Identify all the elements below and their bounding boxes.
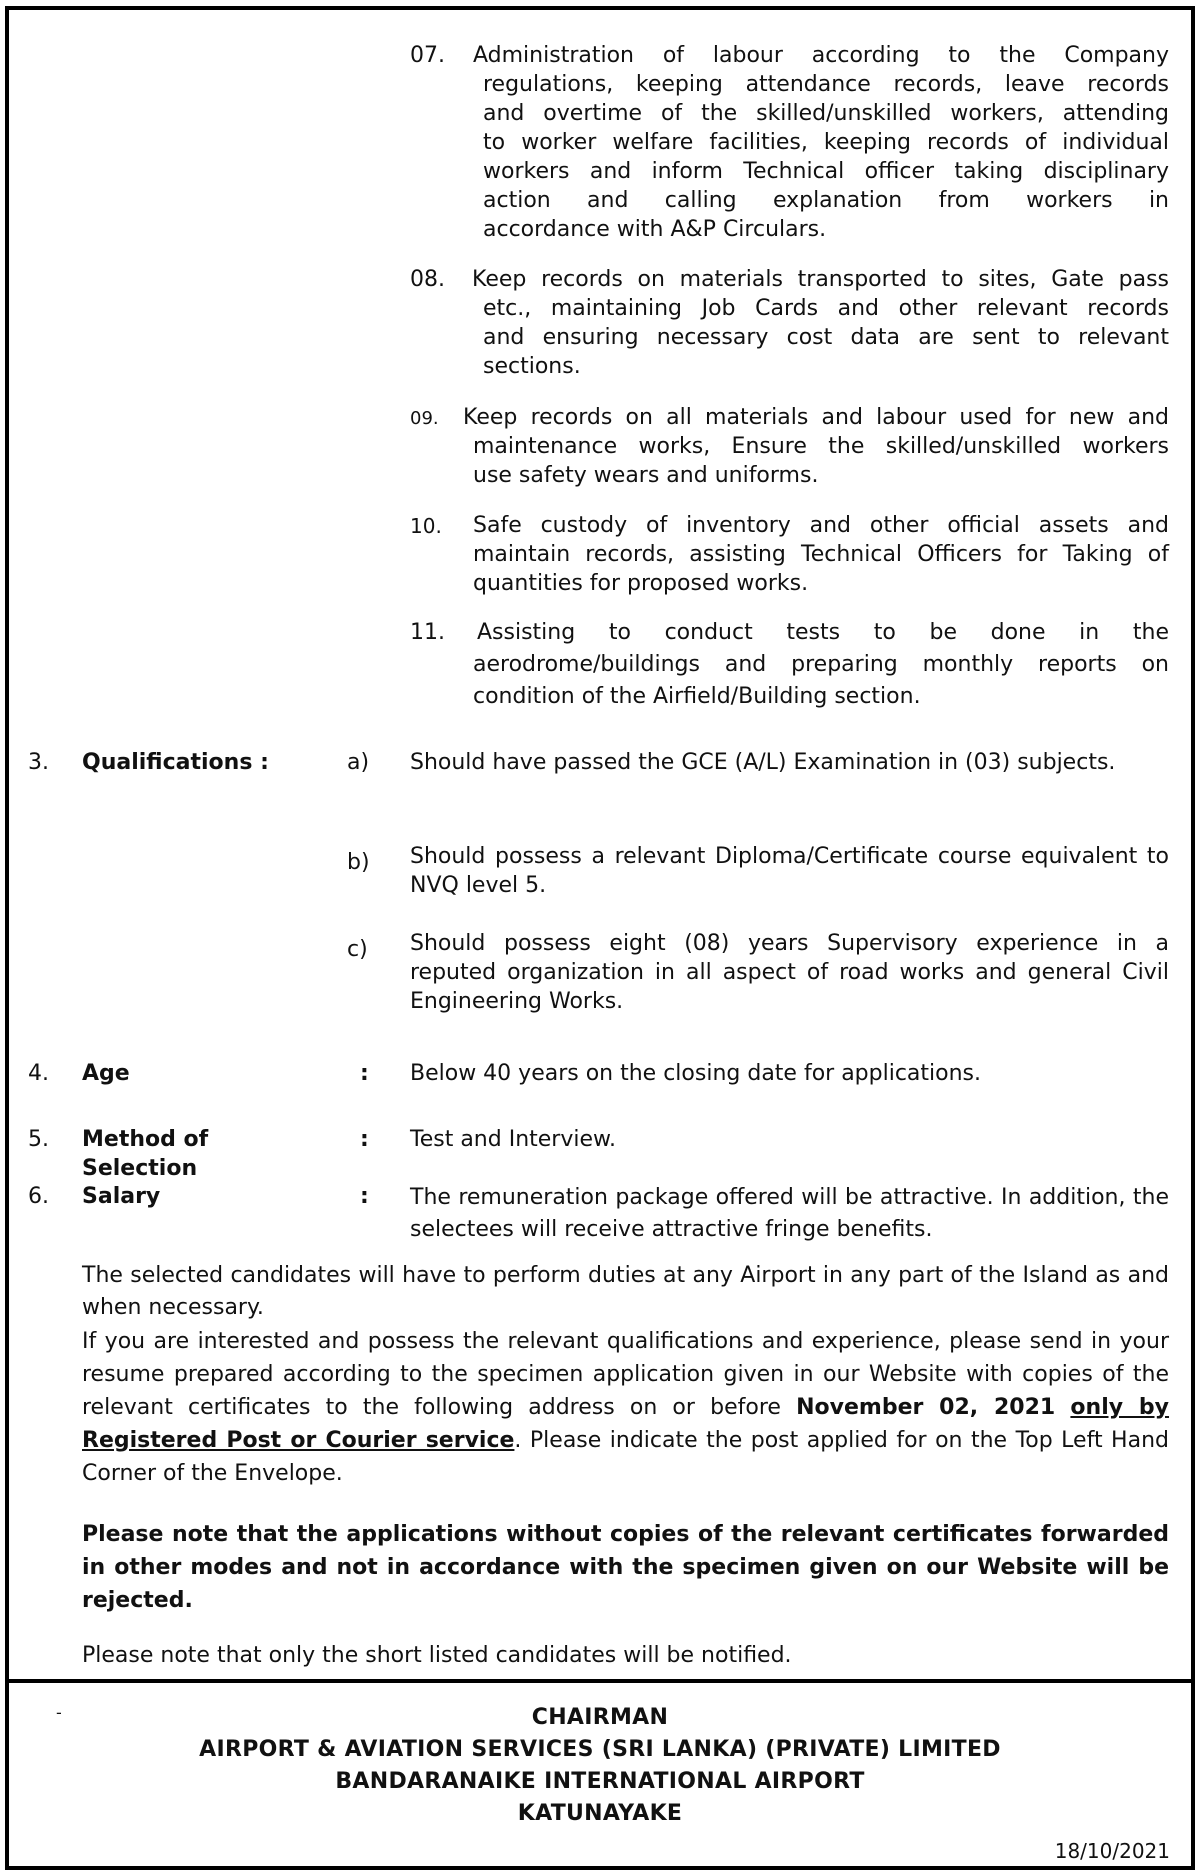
method-text: Test and Interview. <box>410 1127 616 1152</box>
footer-divider <box>5 1679 1195 1683</box>
duty-line: Keep records on materials transported to sites, Gate pass <box>472 267 1169 292</box>
section-label: Selection <box>82 1156 198 1181</box>
duty-line: workers and inform Technical officer taking disciplinary <box>483 159 1169 184</box>
application-paragraph <box>82 1325 1169 1490</box>
duty-line: etc., maintaining Job Cards and other relevant records <box>483 296 1169 321</box>
item-letter: b) <box>347 850 370 875</box>
application-text: If you are interested and possess the relevant qualifications and experience, please send in your resume prepared according to the specimen application given in our Website with copies of the relevant certificates to the following address on or before <box>82 1329 1169 1420</box>
duty-line: Keep records on all materials and labour used for new and <box>463 405 1169 430</box>
item-letter: c) <box>347 937 368 962</box>
duty-line: regulations, keeping attendance records, leave records <box>483 72 1169 97</box>
qualification-text: Should possess eight (08) years Supervisory experience in a reputed organization in all aspect of road works and general Civil Engineering Works. <box>410 931 1169 1014</box>
duty-line: maintain records, assisting Technical Officers for Taking of <box>473 542 1169 567</box>
section-label: Method of <box>82 1127 209 1152</box>
deadline-date: November 02, 2021 <box>796 1395 1056 1420</box>
duty-line: Assisting to conduct tests to be done in the <box>477 620 1169 645</box>
duty-number: 10. <box>410 514 442 538</box>
duties-location-paragraph: The selected candidates will have to perform duties at any Airport in any part of the Island as and when necessary. <box>82 1263 1169 1320</box>
duty-number: 09. <box>410 408 439 429</box>
submission-mode: only by Registered Post or Courier service <box>82 1395 1170 1453</box>
item-letter: a) <box>347 750 370 775</box>
duty-line: to worker welfare facilities, keeping records of individual <box>483 130 1169 155</box>
airport-name: BANDARANAIKE INTERNATIONAL AIRPORT <box>335 1769 865 1794</box>
qualification-text: Should possess a relevant Diploma/Certificate course equivalent to NVQ level 5. <box>410 844 1169 898</box>
duty-number: 07. <box>410 43 445 68</box>
duty-line: maintenance works, Ensure the skilled/unskilled workers <box>473 434 1169 459</box>
location-name: KATUNAYAKE <box>517 1801 683 1826</box>
label-colon: : <box>360 1061 369 1086</box>
document-date: 18/10/2021 <box>1054 1839 1170 1863</box>
duty-line: condition of the Airfield/Building section. <box>473 684 921 709</box>
section-number: 5. <box>28 1127 49 1152</box>
section-label: Qualifications : <box>82 750 269 775</box>
duty-number: 11. <box>410 620 445 645</box>
duty-number: 08. <box>410 267 445 292</box>
duty-line: Administration of labour according to the Company <box>473 43 1169 68</box>
section-label: Salary <box>82 1184 161 1209</box>
organization-name: AIRPORT & AVIATION SERVICES (SRI LANKA) (PRIVATE) LIMITED <box>199 1737 1001 1762</box>
duty-line: and overtime of the skilled/unskilled workers, attending <box>483 101 1169 126</box>
label-colon: : <box>360 1127 369 1152</box>
duty-line: Safe custody of inventory and other official assets and <box>473 513 1169 538</box>
label-colon: : <box>360 1184 369 1209</box>
duty-line: accordance with A&P Circulars. <box>483 217 827 242</box>
duty-line: action and calling explanation from workers in <box>483 188 1169 213</box>
duty-line: quantities for proposed works. <box>473 571 809 596</box>
qualification-text: Should have passed the GCE (A/L) Examination in (03) subjects. <box>410 750 1116 775</box>
section-label: Age <box>82 1061 130 1086</box>
section-number: 6. <box>28 1184 49 1209</box>
dash-mark: - <box>56 1703 62 1722</box>
section-number: 4. <box>28 1061 49 1086</box>
application-text-end: . Please indicate the post applied for on the Top Left Hand Corner of the Envelope. <box>82 1428 1169 1486</box>
rejection-warning: Please note that the applications without copies of the relevant certificates forwarded in other modes and not in accordance with the specimen given on our Website will be rejected. <box>82 1522 1169 1613</box>
shortlist-note: Please note that only the short listed candidates will be notified. <box>82 1643 792 1668</box>
salary-text: The remuneration package offered will be attractive. In addition, the selectees will receive attractive fringe benefits. <box>410 1185 1169 1242</box>
duty-line: aerodrome/buildings and preparing monthly reports on <box>473 652 1169 677</box>
duty-line: sections. <box>483 354 581 379</box>
age-text: Below 40 years on the closing date for applications. <box>410 1061 982 1086</box>
duty-line: use safety wears and uniforms. <box>473 463 819 488</box>
duty-line: and ensuring necessary cost data are sent to relevant <box>483 325 1169 350</box>
signature-title: CHAIRMAN <box>531 1705 669 1730</box>
section-number: 3. <box>28 750 49 775</box>
